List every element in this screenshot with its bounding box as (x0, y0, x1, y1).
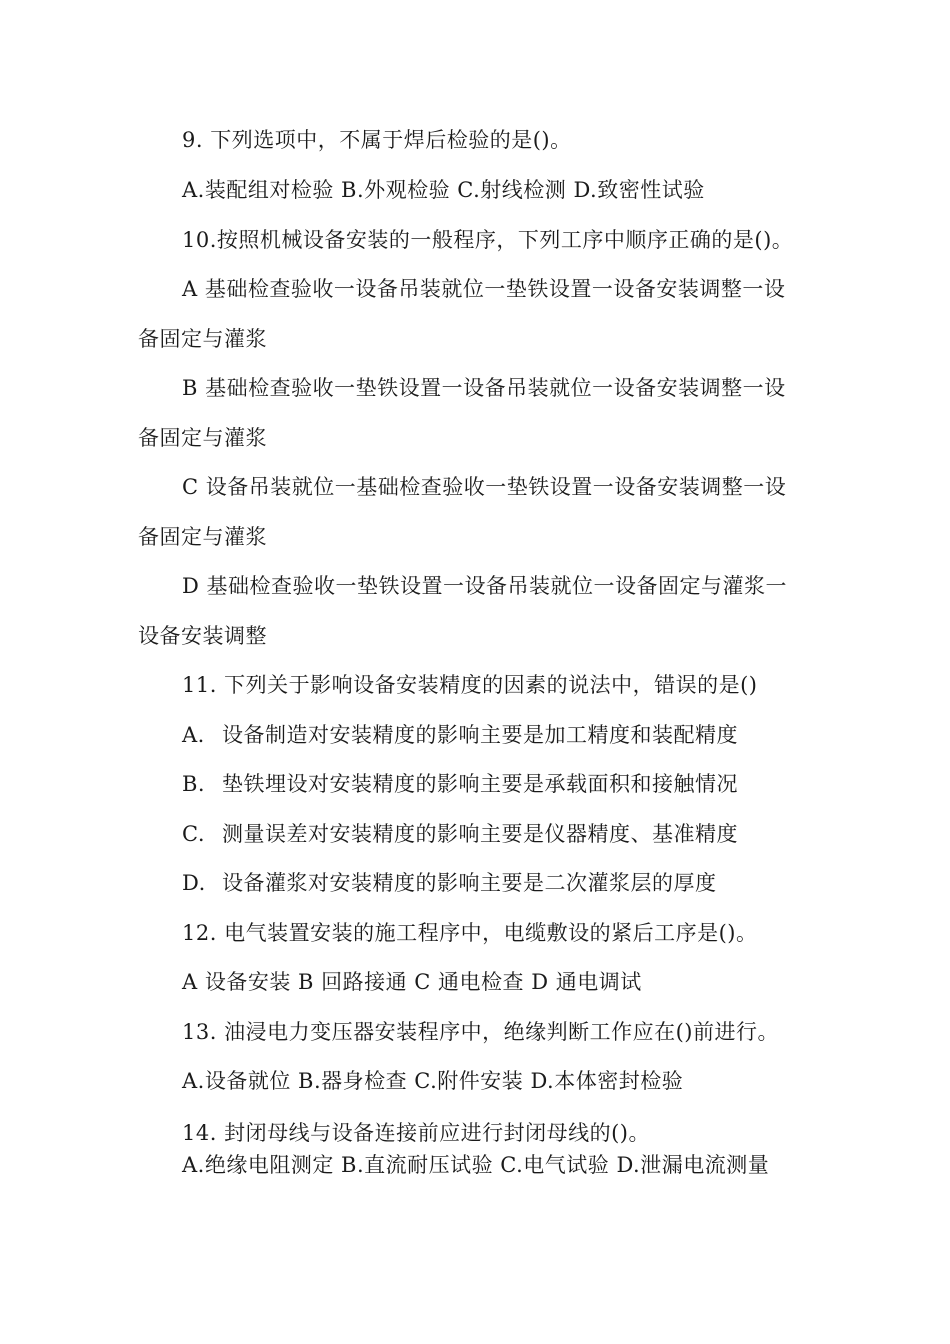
question-11-option-b (182, 771, 738, 797)
option-text: 设备灌浆对安装精度的影响主要是二次灌浆层的厚度 (222, 871, 717, 895)
question-10-option-d-line1: D 基础检查验收一垫铁设置一设备吊装就位一设备固定与灌浆一 (182, 574, 788, 598)
option-letter: B. (182, 772, 206, 796)
question-14-options: A.绝缘电阻测定 B.直流耐压试验 C.电气试验 D.泄漏电流测量 (182, 1153, 770, 1177)
question-10-option-c-line2: 备固定与灌浆 (138, 525, 267, 549)
option-text: 垫铁埋设对安装精度的影响主要是承载面积和接触情况 (222, 772, 738, 796)
question-10-option-a-line2: 备固定与灌浆 (138, 327, 267, 351)
question-12-options: A 设备安装 B 回路接通 C 通电检查 D 通电调试 (182, 970, 642, 994)
question-11-option-d (182, 870, 717, 896)
question-12-stem: 12. 电气装置安装的施工程序中，电缆敷设的紧后工序是()。 (182, 921, 758, 945)
question-13-stem: 13. 油浸电力变压器安装程序中，绝缘判断工作应在()前进行。 (182, 1020, 779, 1044)
question-11-option-c (182, 821, 738, 847)
option-text: 设备制造对安装精度的影响主要是加工精度和装配精度 (222, 723, 738, 747)
question-9-stem: 9. 下列选项中，不属于焊后检验的是()。 (182, 128, 572, 152)
question-10-stem: 10.按照机械设备安装的一般程序，下列工序中顺序正确的是()。 (182, 228, 794, 252)
option-letter: C. (182, 822, 205, 846)
question-13-options: A.设备就位 B.器身检查 C.附件安装 D.本体密封检验 (182, 1069, 684, 1093)
question-10-option-a-line1: A 基础检查验收一设备吊装就位一垫铁设置一设备安装调整一设 (182, 277, 786, 301)
question-10-option-d-line2: 设备安装调整 (138, 624, 267, 648)
option-text: 测量误差对安装精度的影响主要是仪器精度、基准精度 (222, 822, 738, 846)
question-10-option-b-line1: B 基础检查验收一垫铁设置一设备吊装就位一设备安装调整一设 (182, 376, 786, 400)
option-letter: D. (182, 871, 206, 895)
question-14-stem: 14. 封闭母线与设备连接前应进行封闭母线的()。 (182, 1121, 650, 1145)
question-10-option-b-line2: 备固定与灌浆 (138, 426, 267, 450)
question-9-options: A.装配组对检验 B.外观检验 C.射线检测 D.致密性试验 (182, 178, 705, 202)
question-11-stem: 11. 下列关于影响设备安装精度的因素的说法中，错误的是() (182, 673, 758, 697)
question-10-option-c-line1: C 设备吊装就位一基础检查验收一垫铁设置一设备安装调整一设 (182, 475, 787, 499)
question-11-option-a (182, 722, 738, 748)
option-letter: A. (182, 723, 205, 747)
